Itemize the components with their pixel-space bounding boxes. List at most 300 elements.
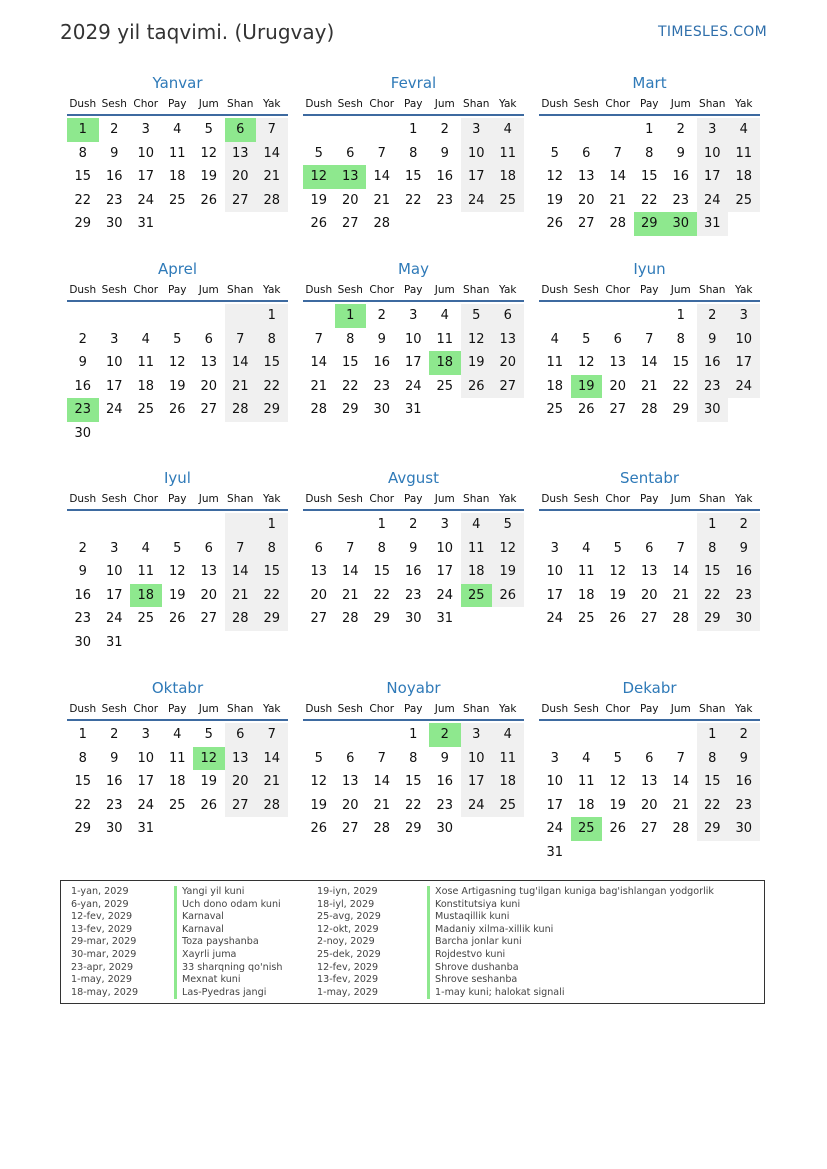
legend-holiday-name: Konstitutsiya kuni [427, 899, 714, 912]
weekday-header [303, 491, 524, 511]
day-cell: 1 [409, 122, 418, 137]
day-cell: 3 [728, 304, 760, 328]
day-cell: 17 [105, 587, 123, 603]
legend-holiday-name: Xose Artigasning tug'ilgan kuniga bag'ishlangan yodgorlik [427, 886, 714, 899]
empty-day-cell [335, 118, 367, 142]
day-cell: 17 [728, 351, 760, 375]
day-cell: 26 [310, 821, 328, 837]
day-cell: 11 [577, 774, 595, 790]
day-cell: 3 [550, 750, 559, 766]
legend-holiday-name: Barcha jonlar kuni [427, 936, 714, 949]
day-cell: 11 [137, 564, 155, 580]
day-cell: 4 [173, 727, 182, 742]
weekday-label: Yak [735, 703, 753, 715]
month-yanvar [67, 72, 288, 236]
day-cell: 14 [310, 355, 328, 371]
day-cell: 29 [341, 402, 359, 418]
day-cell: 22 [404, 797, 422, 813]
empty-day-cell [303, 304, 335, 328]
day-cell: 18 [546, 378, 564, 394]
day-cell: 23 [728, 584, 760, 608]
day-cell: 5 [461, 304, 493, 328]
day-cell: 16 [74, 587, 92, 603]
day-cell: 22 [672, 378, 690, 394]
day-cell: 5 [314, 145, 323, 161]
day-cell: 15 [640, 169, 658, 185]
day-cell: 22 [640, 192, 658, 208]
empty-day-cell [429, 212, 461, 236]
day-cell: 10 [461, 142, 493, 166]
day-cell: 9 [78, 564, 87, 580]
empty-day-cell [602, 118, 634, 142]
day-cell: 3 [141, 122, 150, 137]
day-cell: 22 [74, 192, 92, 208]
day-cell: 9 [440, 750, 449, 766]
day-cell: 16 [436, 169, 454, 185]
day-cell: 5 [613, 540, 622, 556]
weekday-label: Chor [369, 703, 395, 715]
week-row [67, 584, 288, 608]
weekday-label: Sesh [573, 98, 599, 110]
day-cell: 24 [404, 378, 422, 394]
week-row [539, 189, 760, 213]
weekday-label: Shan [463, 284, 490, 296]
day-cell: 19 [461, 351, 493, 375]
legend-holiday-name: 33 sharqning qo'nish [174, 962, 282, 975]
day-cell: 23 [373, 378, 391, 394]
week-row [539, 747, 760, 771]
site-link[interactable]: TIMESLES.COM [658, 24, 767, 40]
day-cell: 26 [168, 611, 186, 627]
day-cell: 28 [672, 611, 690, 627]
weekday-header [303, 96, 524, 116]
day-cell: 22 [256, 584, 288, 608]
day-cell: 4 [440, 308, 449, 323]
weekday-label: Pay [167, 493, 187, 505]
weekday-label: Dush [541, 98, 569, 110]
day-cell: 16 [74, 378, 92, 394]
day-cell: 28 [609, 216, 627, 232]
legend-holiday-date: 19-iyn, 2029 [317, 886, 378, 897]
legend-holiday-date: 12-fev, 2029 [71, 911, 133, 923]
day-cell: 27 [200, 402, 218, 418]
day-cell: 24 [436, 587, 454, 603]
week-row [303, 817, 524, 841]
day-cell: 16 [404, 564, 422, 580]
legend-holiday-name: Rojdestvo kuni [427, 949, 714, 962]
empty-day-cell [193, 631, 225, 655]
week-row [303, 212, 524, 236]
month-title: Oktabr [151, 679, 204, 697]
month-title: Noyabr [386, 679, 441, 697]
weekday-label: Chor [605, 98, 631, 110]
week-row [539, 375, 760, 399]
day-cell: 22 [256, 375, 288, 399]
weekday-label: Dush [305, 284, 333, 296]
week-row [67, 794, 288, 818]
weekday-header [67, 282, 288, 302]
day-cell: 13 [640, 564, 658, 580]
week-row [303, 560, 524, 584]
day-cell: 1 [697, 723, 729, 747]
weekday-label: Jum [670, 284, 691, 296]
day-cell: 4 [582, 540, 591, 556]
day-cell: 29 [373, 611, 391, 627]
legend-holiday-date: 29-mar, 2029 [71, 936, 137, 948]
weekday-label: Pay [167, 284, 187, 296]
day-cell: 15 [697, 770, 729, 794]
day-cell: 30 [728, 817, 760, 841]
day-cell: 7 [256, 723, 288, 747]
week-row [303, 118, 524, 142]
day-cell: 18 [137, 378, 155, 394]
weekday-label: Jum [434, 493, 455, 505]
day-cell: 4 [492, 118, 524, 142]
week-row [303, 794, 524, 818]
day-cell: 27 [341, 821, 359, 837]
empty-day-cell [162, 631, 194, 655]
empty-day-cell [602, 513, 634, 537]
day-cell: 1 [256, 513, 288, 537]
day-cell: 29 [697, 817, 729, 841]
day-cell: 7 [377, 145, 386, 161]
day-cell: 17 [137, 169, 155, 185]
day-cell: 8 [346, 331, 355, 347]
weekday-label: Sesh [573, 493, 599, 505]
day-cell: 14 [373, 774, 391, 790]
day-cell: 3 [110, 540, 119, 556]
day-cell: 4 [728, 118, 760, 142]
day-cell: 14 [225, 351, 257, 375]
day-cell: 30 [728, 607, 760, 631]
weekday-label: Dush [69, 98, 97, 110]
day-cell: 18 [728, 165, 760, 189]
day-cell: 14 [341, 564, 359, 580]
empty-day-cell [461, 607, 493, 631]
day-cell: 18 [577, 797, 595, 813]
day-cell: 21 [672, 587, 690, 603]
day-cell: 23 [697, 375, 729, 399]
day-cell: 27 [310, 611, 328, 627]
holiday-day-cell: 30 [665, 212, 697, 236]
day-cell: 5 [204, 727, 213, 742]
legend-holiday-name: Uch dono odam kuni [174, 899, 282, 912]
weekday-label: Yak [263, 703, 281, 715]
day-cell: 5 [550, 145, 559, 161]
day-cell: 30 [404, 611, 422, 627]
empty-day-cell [571, 304, 603, 328]
weekday-label: Chor [369, 98, 395, 110]
weekday-header [303, 701, 524, 721]
weekday-label: Yak [735, 493, 753, 505]
weekday-label: Chor [605, 703, 631, 715]
weekday-label: Dush [305, 703, 333, 715]
day-cell: 24 [105, 402, 123, 418]
day-cell: 21 [341, 587, 359, 603]
day-cell: 4 [550, 331, 559, 347]
weekday-label: Sesh [101, 284, 127, 296]
page-title: 2029 yil taqvimi. (Urugvay) [60, 20, 335, 44]
day-cell: 9 [676, 145, 685, 161]
day-cell: 17 [436, 564, 454, 580]
day-cell: 3 [141, 727, 150, 742]
legend-holiday-date: 13-fev, 2029 [317, 974, 379, 986]
day-cell: 5 [173, 540, 182, 556]
day-cell: 9 [377, 331, 386, 347]
weekday-label: Yak [263, 98, 281, 110]
week-row [539, 584, 760, 608]
week-row [67, 607, 288, 631]
legend-holiday-name: Madaniy xilma-xillik kuni [427, 924, 714, 937]
day-cell: 20 [225, 165, 257, 189]
empty-day-cell [461, 398, 493, 422]
empty-day-cell [335, 513, 367, 537]
weekday-label: Pay [639, 284, 659, 296]
weekday-label: Shan [699, 703, 726, 715]
day-cell: 18 [168, 774, 186, 790]
day-cell: 10 [404, 331, 422, 347]
day-cell: 7 [645, 331, 654, 347]
legend-holiday-date: 12-fev, 2029 [317, 961, 379, 973]
day-cell: 26 [546, 216, 564, 232]
day-cell: 10 [461, 747, 493, 771]
day-cell: 26 [168, 402, 186, 418]
day-cell: 8 [256, 537, 288, 561]
day-cell: 19 [200, 169, 218, 185]
week-row [539, 165, 760, 189]
empty-day-cell [99, 513, 131, 537]
empty-day-cell [225, 513, 257, 537]
day-cell: 2 [78, 331, 87, 347]
weekday-label: Jum [434, 98, 455, 110]
empty-day-cell [130, 304, 162, 328]
week-row [67, 723, 288, 747]
weekday-label: Shan [227, 493, 254, 505]
week-row [303, 351, 524, 375]
day-cell: 23 [436, 192, 454, 208]
day-cell: 15 [373, 564, 391, 580]
day-cell: 20 [640, 797, 658, 813]
day-cell: 2 [728, 513, 760, 537]
month-avgust [303, 467, 524, 631]
empty-day-cell [130, 513, 162, 537]
day-cell: 31 [404, 402, 422, 418]
day-cell: 27 [577, 216, 595, 232]
day-cell: 30 [74, 634, 92, 650]
week-row [303, 537, 524, 561]
day-cell: 27 [225, 189, 257, 213]
day-cell: 15 [404, 774, 422, 790]
day-cell: 8 [697, 747, 729, 771]
day-cell: 12 [609, 774, 627, 790]
day-cell: 23 [436, 797, 454, 813]
day-cell: 19 [609, 797, 627, 813]
holiday-day-cell: 18 [429, 351, 461, 375]
empty-day-cell [634, 513, 666, 537]
day-cell: 7 [314, 331, 323, 347]
day-cell: 26 [609, 821, 627, 837]
day-cell: 25 [728, 189, 760, 213]
day-cell: 15 [697, 560, 729, 584]
day-cell: 31 [436, 611, 454, 627]
legend-holiday-name: Karnaval [174, 924, 282, 937]
day-cell: 25 [436, 378, 454, 394]
day-cell: 20 [341, 192, 359, 208]
day-cell: 1 [377, 517, 386, 532]
day-cell: 12 [492, 537, 524, 561]
day-cell: 4 [492, 723, 524, 747]
day-cell: 28 [672, 821, 690, 837]
empty-day-cell [539, 513, 571, 537]
day-cell: 8 [409, 145, 418, 161]
month-title: Mart [632, 74, 667, 92]
weekday-label: Yak [735, 284, 753, 296]
legend-holiday-name: Karnaval [174, 911, 282, 924]
month-mart [539, 72, 760, 236]
day-cell: 16 [672, 169, 690, 185]
day-cell: 23 [105, 192, 123, 208]
day-cell: 30 [105, 821, 123, 837]
empty-day-cell [366, 723, 398, 747]
day-cell: 30 [373, 402, 391, 418]
day-cell: 2 [697, 304, 729, 328]
day-cell: 11 [492, 747, 524, 771]
day-cell: 26 [577, 402, 595, 418]
day-cell: 13 [200, 564, 218, 580]
day-cell: 16 [105, 774, 123, 790]
day-cell: 22 [373, 587, 391, 603]
day-cell: 4 [141, 540, 150, 556]
weekday-label: Yak [263, 284, 281, 296]
week-row [67, 747, 288, 771]
day-cell: 5 [173, 331, 182, 347]
month-oktabr [67, 677, 288, 841]
day-cell: 17 [697, 165, 729, 189]
week-row [303, 142, 524, 166]
day-cell: 13 [609, 355, 627, 371]
weekday-label: Sesh [573, 703, 599, 715]
day-cell: 2 [440, 122, 449, 137]
legend-holiday-date: 23-apr, 2029 [71, 961, 134, 973]
day-cell: 19 [168, 587, 186, 603]
week-row [67, 631, 288, 655]
weekday-label: Chor [605, 284, 631, 296]
day-cell: 19 [492, 560, 524, 584]
day-cell: 28 [225, 607, 257, 631]
week-row [303, 304, 524, 328]
legend-holiday-date: 18-iyl, 2029 [317, 898, 375, 910]
day-cell: 31 [137, 821, 155, 837]
week-row [67, 398, 288, 422]
day-cell: 27 [200, 611, 218, 627]
day-cell: 12 [310, 774, 328, 790]
weekday-label: Dush [305, 98, 333, 110]
holiday-day-cell: 18 [130, 584, 162, 608]
empty-day-cell [728, 212, 760, 236]
week-row [539, 513, 760, 537]
month-title: Iyun [633, 260, 666, 278]
day-cell: 25 [492, 189, 524, 213]
week-row [539, 142, 760, 166]
empty-day-cell [130, 631, 162, 655]
day-cell: 8 [676, 331, 685, 347]
day-cell: 10 [728, 328, 760, 352]
day-cell: 28 [225, 398, 257, 422]
day-cell: 8 [409, 750, 418, 766]
day-cell: 10 [697, 142, 729, 166]
day-cell: 4 [173, 122, 182, 137]
day-cell: 19 [609, 587, 627, 603]
day-cell: 12 [168, 564, 186, 580]
legend-holiday-name: Mexnat kuni [174, 974, 282, 987]
day-cell: 1 [78, 727, 87, 742]
weekday-label: Jum [198, 98, 219, 110]
empty-day-cell [193, 513, 225, 537]
day-cell: 8 [377, 540, 386, 556]
holiday-day-cell: 13 [335, 165, 367, 189]
day-cell: 21 [640, 378, 658, 394]
day-cell: 10 [546, 564, 564, 580]
week-row [67, 560, 288, 584]
day-cell: 2 [110, 727, 119, 742]
holiday-day-cell: 12 [303, 165, 335, 189]
day-cell: 2 [377, 308, 386, 323]
day-cell: 3 [697, 118, 729, 142]
week-row [67, 817, 288, 841]
day-cell: 11 [461, 537, 493, 561]
day-cell: 22 [404, 192, 422, 208]
week-row [303, 747, 524, 771]
empty-day-cell [225, 817, 257, 841]
day-cell: 24 [461, 794, 493, 818]
day-cell: 23 [105, 797, 123, 813]
weekday-label: Sesh [337, 98, 363, 110]
day-cell: 14 [640, 355, 658, 371]
holiday-day-cell: 6 [225, 118, 257, 142]
month-may [303, 258, 524, 422]
holiday-day-cell: 25 [461, 584, 493, 608]
empty-day-cell [492, 607, 524, 631]
day-cell: 7 [225, 537, 257, 561]
empty-day-cell [193, 212, 225, 236]
day-cell: 13 [200, 355, 218, 371]
day-cell: 2 [78, 540, 87, 556]
day-cell: 27 [225, 794, 257, 818]
weekday-label: Sesh [337, 703, 363, 715]
weekday-header [67, 96, 288, 116]
day-cell: 28 [373, 821, 391, 837]
day-cell: 28 [256, 794, 288, 818]
empty-day-cell [634, 304, 666, 328]
empty-day-cell [67, 513, 99, 537]
empty-day-cell [303, 513, 335, 537]
week-row [303, 584, 524, 608]
month-title: May [397, 260, 429, 278]
day-cell: 17 [546, 587, 564, 603]
empty-day-cell [366, 118, 398, 142]
day-cell: 12 [546, 169, 564, 185]
weekday-header [67, 491, 288, 511]
day-cell: 4 [141, 331, 150, 347]
day-cell: 11 [436, 331, 454, 347]
day-cell: 6 [492, 304, 524, 328]
day-cell: 29 [697, 607, 729, 631]
day-cell: 1 [645, 122, 654, 137]
week-row [539, 817, 760, 841]
day-cell: 2 [409, 517, 418, 532]
day-cell: 9 [728, 537, 760, 561]
empty-day-cell [303, 118, 335, 142]
